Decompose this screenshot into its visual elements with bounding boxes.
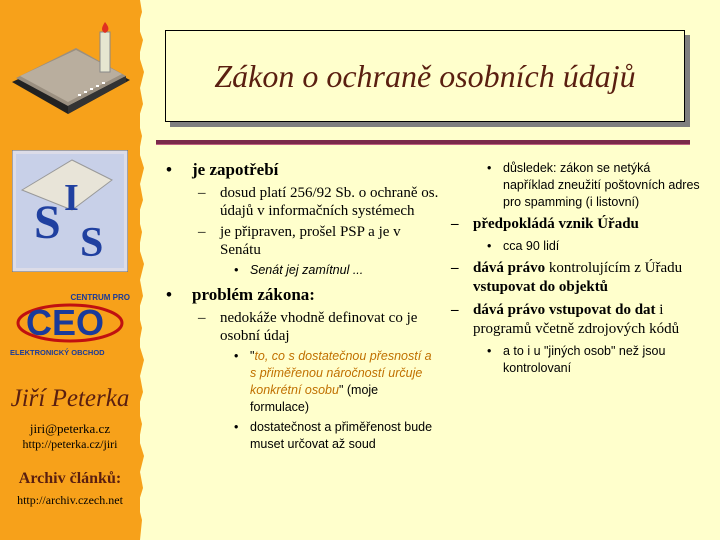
modem-logo xyxy=(6,22,134,118)
bullet-cannot-define: – nedokáže vhodně definovat co je osobní údaj xyxy=(160,309,440,345)
bullet-other-persons: • a to i u "jiných osob" než jsou kontrolovaní xyxy=(447,343,705,377)
sis-logo xyxy=(12,150,128,272)
bullet-required: • je zapotřebí xyxy=(160,160,440,180)
author-web[interactable]: http://peterka.cz/jiri xyxy=(22,437,118,451)
bullet-senate: • Senát jej zamítnul ... xyxy=(160,262,440,279)
bullet-office: – předpokládá vznik Úřadu xyxy=(447,215,705,234)
author-email[interactable]: jiri@peterka.cz xyxy=(29,421,111,436)
bullet-prepared: – je připraven, prošel PSP a je v Senátu xyxy=(160,223,440,259)
bullet-court: • dostatečnost a přiměřenost bude muset určovat až soud xyxy=(160,419,440,453)
bullet-law-problem: • problém zákona: xyxy=(160,285,440,305)
archive-label: Archiv článků: xyxy=(18,470,122,487)
svg-text:CEO: CEO xyxy=(26,302,105,343)
title-box xyxy=(165,30,685,122)
sidebar xyxy=(0,0,140,540)
torn-edge xyxy=(134,0,148,540)
right-column xyxy=(447,160,705,381)
svg-text:S: S xyxy=(34,196,61,249)
bullet-consequence: • důsledek: zákon se netýká například zneužití poštovních adres pro spamming (i listovní) xyxy=(447,160,705,211)
bullet-current-law: – dosud platí 256/92 Sb. o ochraně os. údajů v informačních systémech xyxy=(160,184,440,220)
ceo-emblem xyxy=(12,301,128,345)
bullet-right-enter-objects: – dává právo kontrolujícím z Úřadu vstupovat do objektů xyxy=(447,259,705,297)
author-name: Jiří Peterka xyxy=(10,385,130,412)
bullet-quote: • "to, co s dostatečnou přesností a s přiměřenou náročností určuje konkrétní osobu" (moje formulace) xyxy=(160,348,440,416)
slide-title: Zákon o ochraně osobních údajů xyxy=(214,57,636,94)
svg-text:S: S xyxy=(80,220,104,266)
quote-text: to, co s dostatečnou přesností a s přiměřenou náročností určuje konkrétní osobu xyxy=(250,349,432,397)
svg-text:I: I xyxy=(64,177,79,219)
archive-url[interactable]: http://archiv.czech.net xyxy=(17,493,123,507)
cep-logo: CENTRUM PRO CEO ELEKTRONICKÝ OBCHOD xyxy=(10,293,130,357)
bullet-right-enter-data: – dává právo vstupovat do dat i programů včetně zdrojových kódů xyxy=(447,301,705,339)
title-rule xyxy=(156,140,690,145)
left-column xyxy=(160,160,440,456)
bullet-people: • cca 90 lidí xyxy=(447,238,705,255)
